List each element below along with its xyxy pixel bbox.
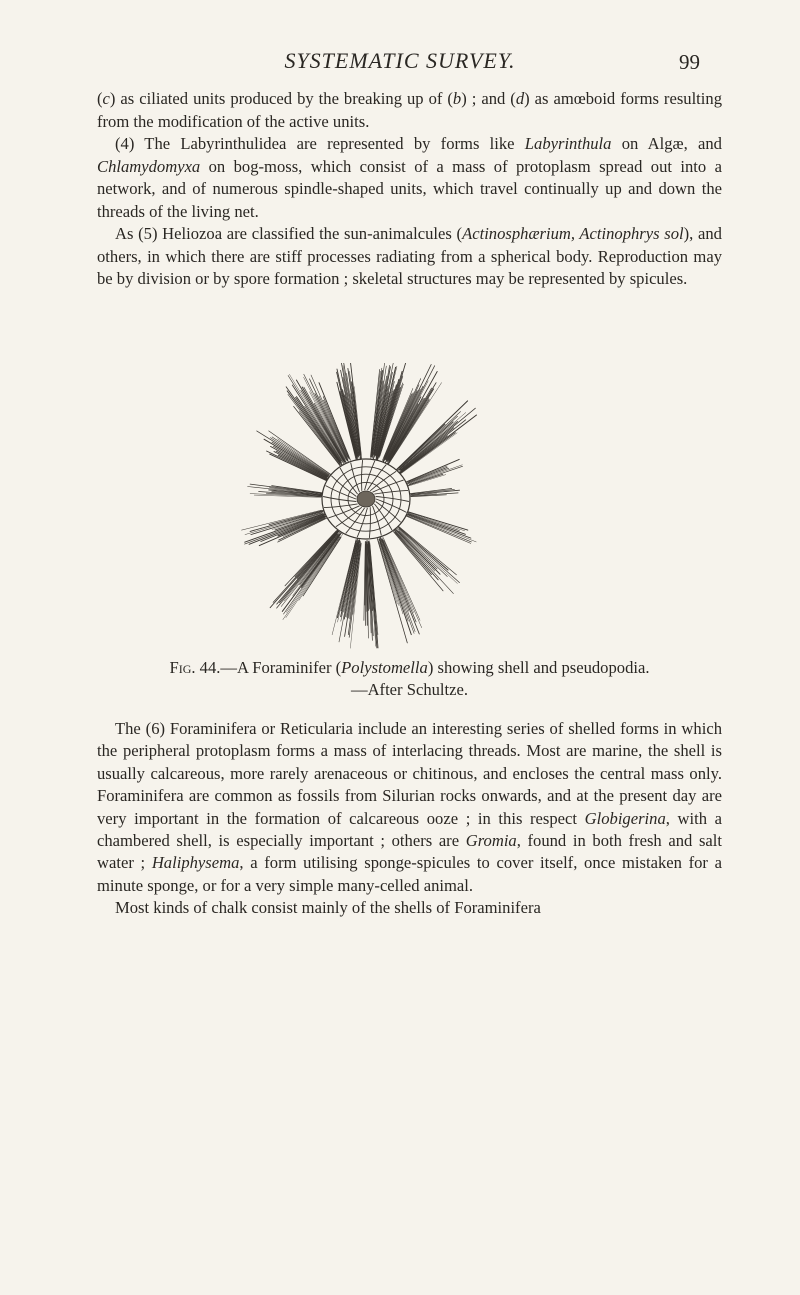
paragraph-heliozoa [97, 223, 722, 291]
pseudopodium [283, 537, 340, 620]
italic-run: c [102, 89, 110, 108]
text-run: ) as amœboid forms resulting from the modification of the active units. [97, 89, 722, 131]
pseudopodium [245, 514, 327, 544]
pseudopodium [399, 531, 437, 569]
pseudopodium [270, 531, 338, 608]
pseudopodium [406, 514, 471, 538]
caption-genus: Polystomella [341, 658, 428, 677]
caption-text: —A Foraminifer ( [220, 658, 342, 677]
pseudopodium [408, 514, 465, 534]
text-run: , found in both fresh and salt water ; [97, 831, 722, 873]
text-run: ), and others, in which there are stiff processes radiating from a spherical body. Reproduction may be by division or by spore formation ; skeletal structures may be represented by spicules. [97, 224, 722, 288]
page-number: 99 [679, 50, 700, 74]
pseudopodium [281, 532, 340, 607]
text-run: The (6) Foraminifera or Reticularia include an interesting series of shelled forms in which the peripheral protoplasm forms a mass of interlacing threads. Most are marine, the shell is usually calcareous, more rarely arenaceous or chitinous, and encloses the central mass only. Foraminifera are common as fossils from Silurian rocks onwards, and at the present day are very important in the formation of calcareous ooze ; in this respect [97, 719, 722, 828]
pseudopodium [405, 468, 449, 484]
paragraph-labyrinthulidea [97, 133, 722, 223]
text-block-bottom [97, 718, 722, 920]
pseudopodium [405, 465, 463, 486]
pseudopodium [398, 526, 449, 570]
pseudopodium [284, 534, 338, 601]
pseudopodium [249, 515, 326, 545]
text-run: Most kinds of chalk consist mainly of the shells of Foraminifera [115, 898, 541, 918]
pseudopodium [377, 539, 407, 643]
italic-run: Gromia [465, 831, 517, 851]
pseudopodium [383, 540, 417, 622]
text-run: ) as ciliated units produced by the breaking up of ( [109, 89, 453, 108]
pseudopodium [300, 535, 339, 585]
text-run: , a form utilising sponge-spicules to cover itself, once mistaken for a minute sponge, or for a very simple many-celled animal. [97, 853, 722, 895]
figure-label: Fig. 44. [169, 658, 221, 677]
text-run: (4) The Labyrinthulidea are represented by forms like [115, 134, 525, 153]
pseudopodium [380, 539, 408, 621]
italic-run: Actinosphærium, Actinophrys sol [462, 224, 684, 243]
pseudopodium [273, 446, 328, 477]
pseudopodium [397, 527, 458, 583]
page-header [0, 48, 800, 78]
paragraph-chalk [97, 897, 722, 919]
pseudopodium [282, 534, 339, 611]
italic-run: Labyrinthula [524, 134, 612, 153]
pseudopodium [270, 438, 329, 476]
paragraph-amoeboid-units [97, 88, 722, 133]
pseudopodium [301, 390, 344, 461]
pseudopodium [405, 514, 476, 542]
pseudopodium [387, 372, 437, 462]
paragraph-foraminifera [97, 718, 722, 897]
polystomella-shell [322, 459, 410, 539]
italic-run: b [452, 89, 462, 108]
pseudopodium [284, 532, 343, 614]
pseudopodium [396, 528, 447, 577]
pseudopodium [276, 451, 328, 479]
pseudopodium [286, 537, 339, 613]
text-block-top [97, 88, 722, 291]
text-run: on Algæ, and [611, 134, 722, 153]
pseudopodium [264, 439, 331, 478]
pseudopodium [277, 534, 338, 608]
pseudopodium [286, 537, 341, 618]
text-run: As (5) Heliozoa are classified the sun-animalcules ( [115, 224, 463, 243]
caption-credit: —After Schultze. [350, 680, 469, 699]
text-run: ( [97, 89, 103, 108]
pseudopodium [396, 530, 440, 575]
pseudopodium [380, 537, 415, 634]
text-run: ) ; and ( [461, 89, 516, 108]
figure-caption [97, 657, 722, 701]
italic-run: d [515, 89, 525, 108]
pseudopodium [297, 532, 338, 579]
pseudopodium [280, 531, 340, 603]
caption-text: ) showing shell and pseudopodia. [427, 658, 650, 677]
pseudopodium [394, 529, 435, 571]
text-run: on bog-moss, which consist of a mass of protoplasm spread out into a network, and of numerous spindle-shaped units, which travel continually up and down the threads of the living net. [97, 156, 722, 221]
pseudopodium [277, 531, 339, 604]
italic-run: Chlamydomyxa [97, 156, 201, 176]
pseudopodium [302, 387, 345, 462]
text-run: , with a chambered shell, is especially important ; others are [97, 808, 722, 851]
foraminifer-illustration [196, 363, 572, 655]
pseudopodium [271, 446, 327, 477]
running-head: SYSTEMATIC SURVEY. [284, 48, 516, 73]
pseudopodium [406, 467, 447, 483]
foraminifer-drawing [196, 363, 572, 655]
pseudopodium [393, 528, 453, 593]
italic-run: Globigerina [584, 808, 666, 828]
pseudopodium [405, 511, 468, 530]
pseudopodium [401, 428, 454, 471]
pseudopodium [293, 532, 341, 596]
italic-run: Haliphysema [151, 853, 240, 873]
pseudopodium [379, 539, 411, 635]
pseudopodium [296, 380, 344, 462]
